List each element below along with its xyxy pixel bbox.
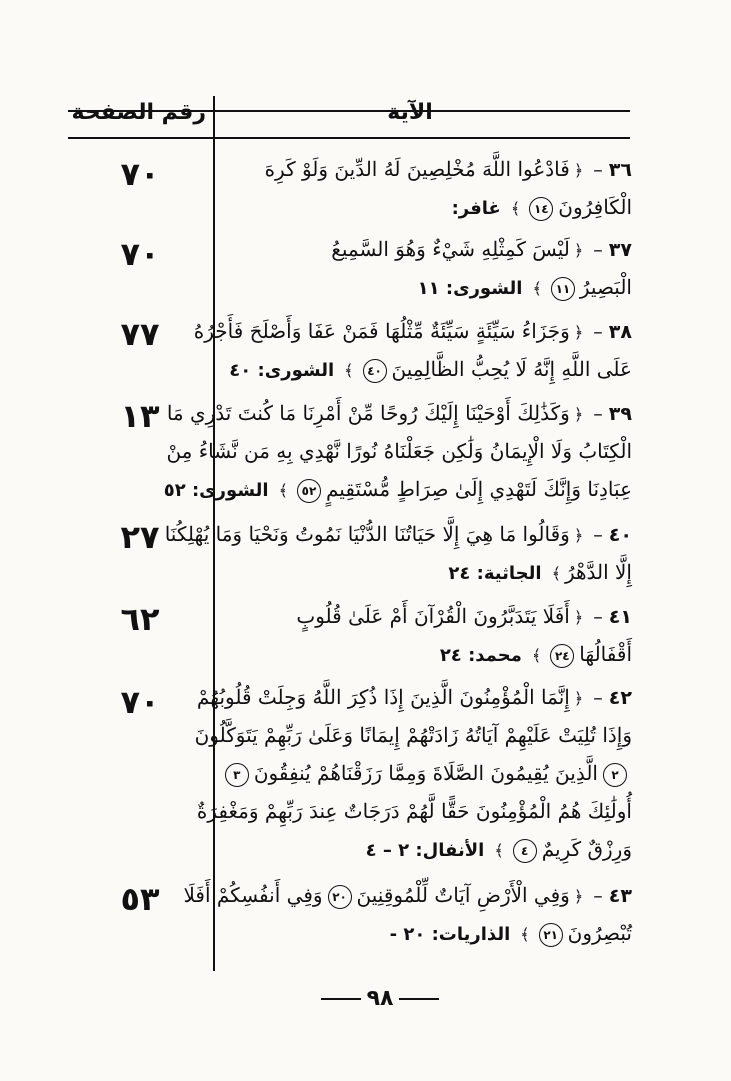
verse-entry-42: ٤٢ – ﴿إِنَّمَا الْمُؤْمِنُونَ الَّذِينَ إِذَا ذُكِرَ اللَّهُ وَجِلَتْ قُلُوبُهُمْ وَإِذَا تُلِيَتْ عَلَيْهِمْ آيَاتُهُ زَادَتْهُمْ إِيمَانًا وَعَلَىٰ رَبِّهِمْ يَتَوَكَّلُونَ ٢الَّذِينَ يُقِيمُونَ الصَّلَاةَ وَمِمَّا رَزَقْنَاهُمْ يُنفِقُونَ٣ أُولَٰئِكَ هُمُ الْمُؤْمِنُونَ حَقًّا لَّهُمْ دَرَجَاتٌ عِندَ رَبِّهِمْ وَمَغْفِرَةٌ وَرِزْقٌ كَرِيمٌ٤﴾ الأنفال: ٢ – ٤ [194,685,632,861]
page-number-cell: ١٣ [120,397,160,435]
ornate-bracket-open-icon: ﴿ [573,887,584,906]
verse-line: الْكِتَابُ وَلَا الْإِيمَانُ وَلَٰكِن جَعَلْنَاهُ نُورًا نَّهْدِي بِهِ مَن نَّشَاءُ مِنْ [166,439,632,463]
verse-line: فَادْعُوا اللَّهَ مُخْلِصِينَ لَهُ الدِّينَ وَلَوْ كَرِهَ [264,157,570,181]
entry-number: ٣٧ [608,239,632,261]
verse-entry-40: ٤٠ – ﴿وَقَالُوا مَا هِيَ إِلَّا حَيَاتُنَا الدُّنْيَا نَمُوتُ وَنَحْيَا وَمَا يُهْلِكُنَا إِلَّا الدَّهْرُ﴾ الجاثية: ٢٤ [164,522,632,584]
ornate-bracket-close-icon: ﴾ [510,199,521,218]
verse-line: وَكَذَٰلِكَ أَوْحَيْنَا إِلَيْكَ رُوحًا مِّنْ أَمْرِنَا مَا كُنتَ تَدْرِي مَا [166,401,570,425]
page-number: ٩٨ [366,986,394,1011]
verse-line: وَفِي أَنفُسِكُمْ أَفَلَا [183,883,323,907]
verse-line: الَّذِينَ يُقِيمُونَ الصَّلَاةَ وَمِمَّا رَزَقْنَاهُمْ يُنفِقُونَ [253,761,598,785]
verse-column-header: الآية [387,100,433,125]
page-number-cell: ٧٧ [120,315,160,353]
surah-reference: الجاثية: ٢٤ [448,563,542,584]
verse-entry-36: ٣٦ – ﴿فَادْعُوا اللَّهَ مُخْلِصِينَ لَهُ الدِّينَ وَلَوْ كَرِهَ الْكَافِرُونَ١٤﴾ غافر: [264,157,632,219]
ornate-bracket-open-icon: ﴿ [573,526,584,545]
verse-line: وَرِزْقٌ كَرِيمٌ [541,837,632,861]
verse-line: أَقْفَالُهَا [579,642,632,666]
page-number-cell: ٥٣ [120,880,160,918]
ayah-number-mark: ١٤ [529,197,553,221]
entry-number: ٤٢ [608,687,632,709]
ayah-number-mark: ٢٠ [328,885,352,909]
ornate-bracket-close-icon: ﴾ [531,646,542,665]
ornate-bracket-open-icon: ﴿ [573,241,584,260]
verse-entry-38: ٣٨ – ﴿وَجَزَاءُ سَيِّئَةٍ سَيِّئَةٌ مِّثْلُهَا فَمَنْ عَفَا وَأَصْلَحَ فَأَجْرُهُ عَلَى اللَّهِ إِنَّهُ لَا يُحِبُّ الظَّالِمِينَ٤٠﴾ الشورى: ٤٠ [193,319,632,381]
ayah-number-mark: ٣ [225,763,249,787]
page-number-column-header: رقم الصفحة [71,100,206,125]
verse-line: إِلَّا الدَّهْرُ [564,560,632,584]
verse-line: تُبْصِرُونَ [567,921,632,945]
ayah-number-mark: ٢١ [539,923,563,947]
ayah-number-mark: ٤٠ [363,359,387,383]
ornate-bracket-close-icon: ﴾ [520,925,530,944]
verse-line: وَفِي الْأَرْضِ آيَاتٌ لِّلْمُوقِنِينَ [356,883,570,907]
verse-entry-39: ٣٩ – ﴿وَكَذَٰلِكَ أَوْحَيْنَا إِلَيْكَ رُوحًا مِّنْ أَمْرِنَا مَا كُنتَ تَدْرِي مَا الْكِتَابُ وَلَا الْإِيمَانُ وَلَٰكِن جَعَلْنَاهُ نُورًا نَّهْدِي بِهِ مَن نَّشَاءُ مِنْ عِبَادِنَا وَإِنَّكَ لَتَهْدِي إِلَىٰ صِرَاطٍ مُّسْتَقِيمٍ٥٢﴾ الشورى: ٥٢ [163,401,632,501]
page-number-cell: ٧٠ [120,155,160,193]
verse-entry-43: ٤٣ – ﴿وَفِي الْأَرْضِ آيَاتٌ لِّلْمُوقِنِينَ٢٠وَفِي أَنفُسِكُمْ أَفَلَا تُبْصِرُونَ٢١﴾ الذاريات: ٢٠ - [183,883,632,945]
surah-reference: الشورى: ٤٠ [229,360,335,381]
page-number-cell: ٧٠ [120,683,160,721]
ayah-number-mark: ٤ [513,839,537,863]
ornate-bracket-close-icon: ﴾ [494,841,504,860]
verse-line: أَفَلَا يَتَدَبَّرُونَ الْقُرْآنَ أَمْ عَلَىٰ قُلُوبٍ [296,604,570,628]
table-header-rule [68,137,630,139]
verse-entry-41: ٤١ – ﴿أَفَلَا يَتَدَبَّرُونَ الْقُرْآنَ أَمْ عَلَىٰ قُلُوبٍ أَقْفَالُهَا٢٤﴾ محمد: ٢٤ [296,604,632,666]
ayah-number-mark: ٢٤ [550,644,574,668]
verse-line: وَقَالُوا مَا هِيَ إِلَّا حَيَاتُنَا الدُّنْيَا نَمُوتُ وَنَحْيَا وَمَا يُهْلِكُنَا [164,522,570,546]
surah-reference: غافر: [451,198,501,219]
surah-reference: الشورى: ١١ [417,278,523,299]
verse-line: عَلَى اللَّهِ إِنَّهُ لَا يُحِبُّ الظَّالِمِينَ [391,357,632,381]
verse-line: إِنَّمَا الْمُؤْمِنُونَ الَّذِينَ إِذَا ذُكِرَ اللَّهُ وَجِلَتْ قُلُوبُهُمْ [196,685,570,709]
verse-line: الْكَافِرُونَ [558,195,632,219]
verse-line: لَيْسَ كَمِثْلِهِ شَيْءٌ وَهُوَ السَّمِيعُ [331,237,570,261]
entry-number: ٣٦ [608,159,632,181]
ornate-bracket-close-icon: ﴾ [532,279,542,298]
verse-line: وَجَزَاءُ سَيِّئَةٍ سَيِّئَةٌ مِّثْلُهَا فَمَنْ عَفَا وَأَصْلَحَ فَأَجْرُهُ [193,319,570,343]
page-number-cell: ٢٧ [120,518,160,556]
surah-reference: محمد: ٢٤ [439,645,522,666]
ornate-bracket-open-icon: ﴿ [573,608,584,627]
surah-reference: الذاريات: ٢٠ - [389,924,511,945]
surah-reference: الشورى: ٥٢ [163,480,269,501]
entry-number: ٤١ [608,606,632,628]
page-footer [300,986,460,1011]
page-number-cell: ٦٢ [120,600,160,638]
verse-line: وَإِذَا تُلِيَتْ عَلَيْهِمْ آيَاتُهُ زَادَتْهُمْ إِيمَانًا وَعَلَىٰ رَبِّهِمْ يَتَوَكَّلُونَ [194,723,632,747]
verse-line: عِبَادِنَا وَإِنَّكَ لَتَهْدِي إِلَىٰ صِرَاطٍ مُّسْتَقِيمٍ [326,477,632,501]
verse-line: الْبَصِيرُ [579,275,632,299]
entry-number: ٣٩ [608,403,632,425]
footer-dash [399,998,439,1000]
entry-number: ٤٠ [608,524,632,546]
ayah-number-mark: ٥٢ [297,479,321,503]
ornate-bracket-close-icon: ﴾ [551,564,561,583]
ornate-bracket-open-icon: ﴿ [573,689,584,708]
ornate-bracket-open-icon: ﴿ [573,161,584,180]
page-number-cell: ٧٠ [120,235,160,273]
verse-entry-37: ٣٧ – ﴿لَيْسَ كَمِثْلِهِ شَيْءٌ وَهُوَ السَّمِيعُ الْبَصِيرُ١١﴾ الشورى: ١١ [331,237,632,299]
ornate-bracket-close-icon: ﴾ [278,481,288,500]
ayah-number-mark: ١١ [551,277,575,301]
entry-number: ٣٨ [608,321,632,343]
ornate-bracket-close-icon: ﴾ [344,361,354,380]
verse-line: أُولَٰئِكَ هُمُ الْمُؤْمِنُونَ حَقًّا لَّهُمْ دَرَجَاتٌ عِندَ رَبِّهِمْ وَمَغْفِرَةٌ [196,799,632,823]
footer-dash [321,998,361,1000]
ayah-number-mark: ٢ [603,763,627,787]
surah-reference: الأنفال: ٢ – ٤ [365,840,485,861]
entry-number: ٤٣ [608,885,632,907]
ornate-bracket-open-icon: ﴿ [573,405,584,424]
ornate-bracket-open-icon: ﴿ [573,323,584,342]
